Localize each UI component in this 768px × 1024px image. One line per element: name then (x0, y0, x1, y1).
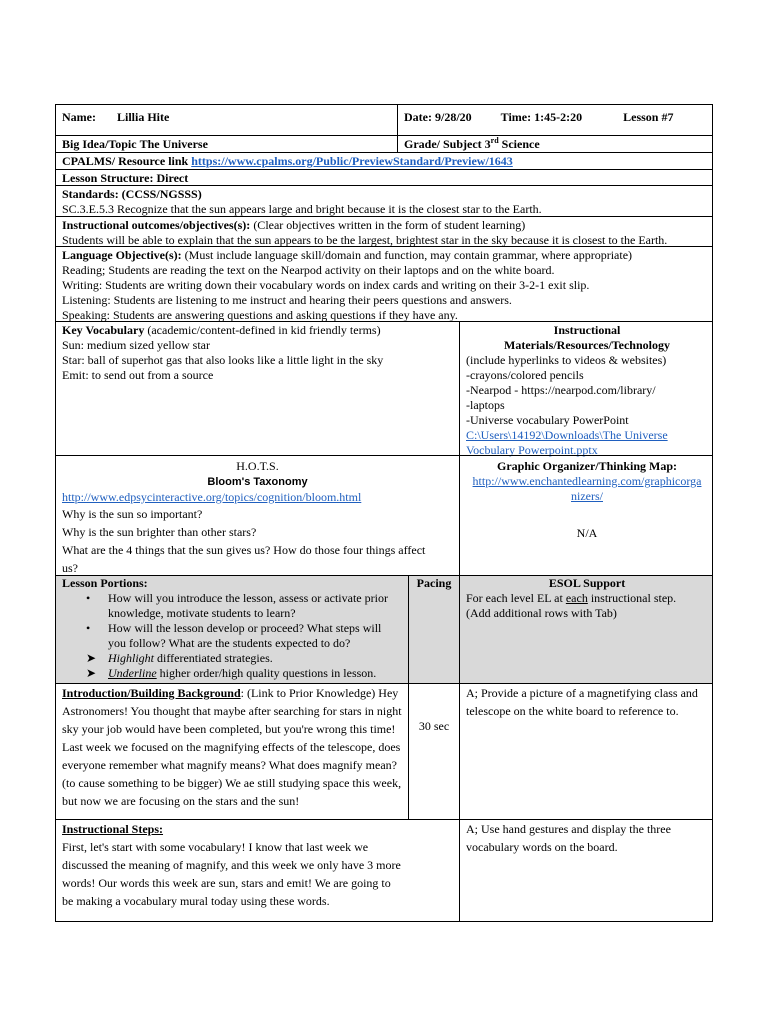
esol-label: ESOL Support (548, 576, 626, 590)
structure-row (55, 169, 713, 186)
portions-label: Lesson Portions: (62, 576, 148, 590)
date-label: Date: (404, 110, 432, 124)
hots-question-3: What are the 4 things that the sun gives us? How do those four things affect (62, 543, 426, 557)
outcomes-text: Students will be able to explain that the sun appears to be the largest, brightest star in the sky because it is closest to the Earth. (62, 233, 668, 247)
powerpoint-link-2[interactable]: Vocbulary Powerpoint.pptx (466, 443, 598, 457)
outcomes-note: (Clear objectives written in the form of student learning) (253, 218, 526, 232)
powerpoint-link-1[interactable]: C:\Users\14192\Downloads\The Universe (466, 428, 668, 442)
lesson-number: Lesson #7 (623, 110, 674, 124)
grade-sup: rd (490, 136, 499, 145)
intro-note: : (Link to Prior Knowledge) (240, 686, 376, 700)
language-cell (56, 247, 712, 321)
outcomes-cell (56, 217, 712, 246)
hots-row (55, 455, 713, 576)
portions-cell (56, 576, 408, 683)
cpalms-cell (56, 153, 712, 169)
language-note: (Must include language skill/domain and function, may contain grammar, where appropriate) (184, 248, 633, 262)
steps-label: Instructional Steps: (62, 822, 164, 836)
standards-cell (56, 186, 712, 216)
language-speaking: Speaking: Students are answering questions and asking questions if they have any. (62, 308, 458, 322)
steps-text: First, let's start with some vocabulary! I know that last week we discussed the meaning of magnify, and this week we only have 3 more words! Our words this week are sun, stars and emit! We are going to be making a vocabulary mural today using these words. (62, 840, 401, 908)
topic-row (55, 135, 713, 153)
topic-value: The Universe (139, 137, 208, 151)
steps-esol: A; Use hand gestures and display the three vocabulary words on the board. (466, 822, 671, 854)
vocab-cell (56, 322, 459, 455)
hots-cell (56, 456, 459, 575)
language-writing: Writing: Students are writing down their vocabulary words on index cards and writing on their 3-2-1 exit slip. (62, 278, 590, 292)
cpalms-row (55, 152, 713, 170)
materials-title-2: Materials/Resources/Technology (504, 338, 670, 352)
language-reading: Reading; Students are reading the text on the Nearpod activity on their laptops and on the white board. (62, 263, 555, 277)
materials-cell (460, 322, 714, 455)
vocab-note: (academic/content-defined in kid friendly terms) (147, 323, 381, 337)
structure-label: Lesson Structure: (62, 171, 154, 185)
grade-value: Science (501, 137, 540, 151)
cpalms-link[interactable]: https://www.cpalms.org/Public/PreviewStandard/Preview/1643 (191, 154, 513, 168)
esol-instruction-2: (Add additional rows with Tab) (466, 606, 617, 620)
intro-esol: A; Provide a picture of a magnetifying class and telescope on the white board to reference to. (466, 686, 698, 718)
vocab-star: Star: ball of superhot gas that also looks like a little light in the sky (62, 353, 384, 367)
hots-title: H.O.T.S. (236, 459, 279, 473)
grade-label: Grade/ Subject 3 (404, 137, 491, 151)
pacing-header-cell (409, 576, 459, 683)
steps-cell (56, 820, 408, 921)
blooms-subtitle: Bloom's Taxonomy (207, 476, 308, 488)
materials-title-1: Instructional (553, 323, 621, 337)
intro-label: Introduction/Building Background (62, 686, 241, 700)
vocab-materials-row (55, 321, 713, 456)
materials-line-5: -Universe vocabulary PowerPoint (466, 413, 629, 427)
date-time-cell (398, 109, 714, 135)
intro-cell (56, 684, 408, 819)
outcomes-label: Instructional outcomes/objectives(s): (62, 218, 251, 232)
standards-text: SC.3.E.5.3 Recognize that the sun appears large and bright because it is the closest star to the Earth. (62, 202, 542, 216)
topic-label: Big Idea/Topic (62, 137, 137, 151)
organizer-link-1[interactable]: http://www.enchantedlearning.com/graphicorga (472, 474, 702, 488)
pacing-label: Pacing (416, 576, 452, 590)
topic-cell (56, 136, 398, 152)
cpalms-label: CPALMS/ Resource link (62, 154, 189, 168)
portions-row (55, 575, 713, 684)
vocab-sun: Sun: medium sized yellow star (62, 338, 210, 352)
esol-instruction: For each level EL at each instructional step. (466, 591, 677, 605)
organizer-title: Graphic Organizer/Thinking Map: (496, 459, 677, 473)
hots-question-3-tail: us? (62, 561, 78, 575)
time-label: Time: (500, 110, 532, 124)
grade-cell (398, 136, 714, 152)
esol-header-cell (460, 576, 714, 683)
organizer-link-2[interactable]: nizers/ (571, 489, 603, 503)
name-cell (56, 109, 398, 135)
standards-row (55, 185, 713, 217)
outcomes-row (55, 216, 713, 247)
organizer-value: N/A (576, 526, 598, 540)
intro-text: Hey Astronomers! You thought that maybe after searching for stars in night sky your job would have been completed, but you're wrong this time! Last week we focused on the magnifying effects of the telescope, does everyone remember what magnify means? What does magnify mean? (to cause something to be bigger) We ae still studying space this week, but now we are focusing on the stars and the sun! (62, 686, 402, 808)
date-value: 9/28/20 (434, 110, 472, 124)
intro-pacing: 30 sec (418, 719, 450, 733)
portions-arrow-1: ➤ Highlight differentiated strategies. (86, 651, 273, 665)
blooms-link[interactable]: http://www.edpsycinteractive.org/topics/cognition/bloom.html (62, 490, 362, 504)
portions-bullets (62, 591, 402, 681)
materials-line-4: -laptops (466, 398, 505, 412)
header-row (55, 104, 713, 136)
intro-row (55, 683, 713, 820)
hots-question-2: Why is the sun brighter than other stars? (62, 525, 257, 539)
standards-label: Standards: (CCSS/NGSSS) (62, 187, 202, 201)
structure-value: Direct (156, 171, 189, 185)
materials-line-2: -crayons/colored pencils (466, 368, 584, 382)
portions-bullet-2: • How will the lesson develop or proceed? What steps will you follow? What are the students expected to do? (86, 621, 382, 650)
language-listening: Listening: Students are listening to me instruct and hearing their peers questions and answers. (62, 293, 512, 307)
vocab-label: Key Vocabulary (62, 323, 145, 337)
steps-row (55, 819, 713, 922)
name-label: Name: (62, 110, 96, 124)
time-value: 1:45-2:20 (534, 110, 583, 124)
vocab-emit: Emit: to send out from a source (62, 368, 214, 382)
name-value: Lillia Hite (116, 110, 170, 124)
language-row (55, 246, 713, 322)
hots-question-1: Why is the sun so important? (62, 507, 203, 521)
materials-line-3: -Nearpod - https://nearpod.com/library/ (466, 383, 656, 397)
materials-line-1: (include hyperlinks to videos & websites) (466, 353, 667, 367)
structure-cell (56, 170, 712, 185)
portions-bullet-1: • How will you introduce the lesson, assess or activate prior knowledge, motivate students to learn? (86, 591, 388, 620)
portions-arrow-2: ➤ Underline higher order/high quality questions in lesson. (86, 666, 377, 680)
organizer-cell (460, 456, 714, 575)
language-label: Language Objective(s): (62, 248, 182, 262)
